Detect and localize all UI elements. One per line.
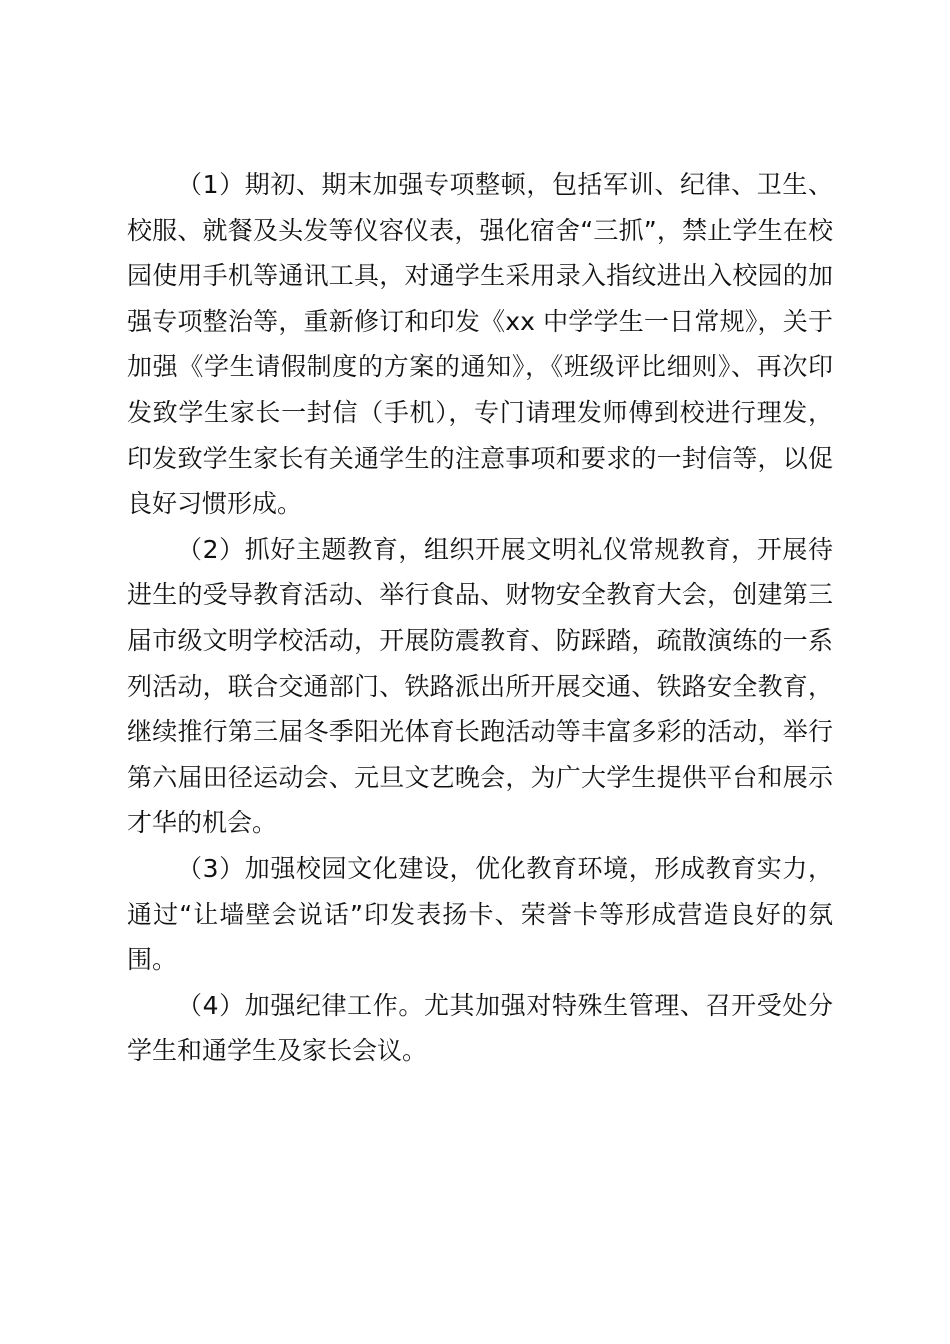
paragraph-4: （4）加强纪律工作。尤其加强对特殊生管理、召开受处分学生和通学生及家长会议。 <box>127 990 833 1066</box>
paragraph-1: （1）期初、期末加强专项整顿，包括军训、纪律、卫生、校服、就餐及头发等仪容仪表，强化宿舍“三抓”，禁止学生在校园使用手机等通讯工具，对通学生采用录入指纹进出入校园的加强专项整治等，重新修订和印发《xx 中学学生一日常规》，关于加强《学生请假制度的方案的通知》，《班级评比细则》、再次印发致学生家长一封信（手机），专门请理发师傅到校进行理发，印发致学生家长有关通学生的注意事项和要求的一封信等，以促良好习惯形成。 <box>127 170 833 519</box>
document-body <box>127 162 833 1074</box>
paragraph-2: （2）抓好主题教育，组织开展文明礼仪常规教育，开展待进生的受导教育活动、举行食品、财物安全教育大会，创建第三届市级文明学校活动，开展防震教育、防踩踏，疏散演练的一系列活动，联合交通部门、铁路派出所开展交通、铁路安全教育，继续推行第三届冬季阳光体育长跑活动等丰富多彩的活动，举行第六届田径运动会、元旦文艺晚会，为广大学生提供平台和展示才华的机会。 <box>127 534 833 838</box>
paragraph-3: （3）加强校园文化建设，优化教育环境，形成教育实力，通过“让墙壁会说话”印发表扬卡、荣誉卡等形成营造良好的氛围。 <box>127 853 833 975</box>
